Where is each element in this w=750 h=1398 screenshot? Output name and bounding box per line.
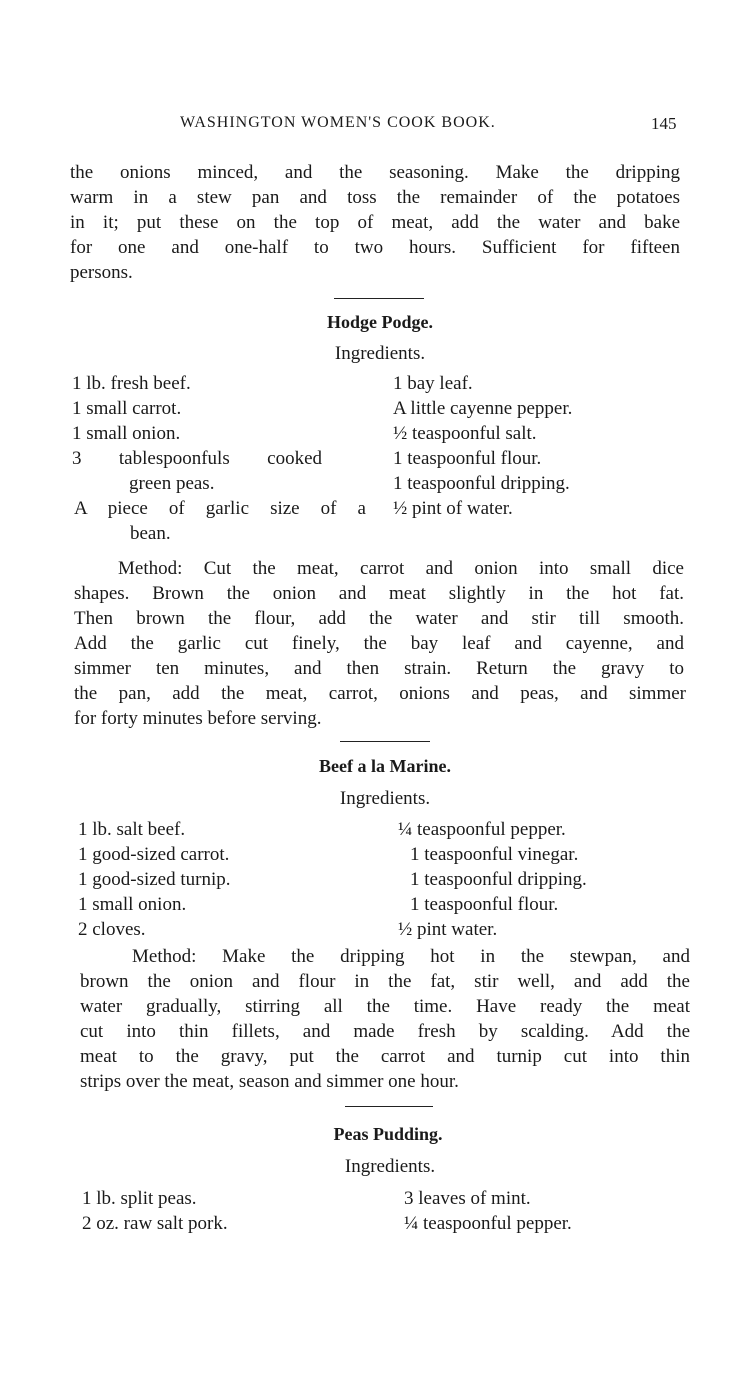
ingredient-item: 1 lb. split peas.: [82, 1188, 197, 1209]
ingredients-heading: Ingredients.: [339, 788, 431, 809]
section-divider: [340, 741, 430, 742]
ingredients-heading: Ingredients.: [334, 343, 426, 364]
ingredient-item: 1 teaspoonful vinegar.: [410, 844, 579, 865]
method-line: cut into thin fillets, and made fresh by scalding. Add the: [80, 1021, 690, 1042]
ingredient-item: 1 small carrot.: [72, 398, 182, 419]
section-divider: [345, 1106, 433, 1107]
ingredient-item: 1 small onion.: [72, 423, 181, 444]
ingredient-item: 1 good-sized carrot.: [78, 844, 230, 865]
recipe-title: Hodge Podge.: [327, 312, 433, 332]
recipe-title: Peas Pudding.: [333, 1124, 443, 1144]
intro-line: persons.: [70, 262, 133, 283]
ingredient-item: 2 cloves.: [78, 919, 146, 940]
ingredient-item: A little cayenne pepper.: [393, 398, 573, 419]
method-line: simmer ten minutes, and then strain. Return the gravy to: [74, 658, 684, 679]
ingredient-item: 1 teaspoonful dripping.: [393, 473, 570, 494]
ingredient-item: ½ pint of water.: [393, 498, 513, 519]
ingredient-item: 1 lb. fresh beef.: [72, 373, 191, 394]
ingredient-item: 1 teaspoonful flour.: [393, 448, 542, 469]
ingredient-item: 1 bay leaf.: [393, 373, 473, 394]
method-line: Method: Make the dripping hot in the stewpan, and: [132, 946, 690, 967]
method-line: meat to the gravy, put the carrot and turnip cut into thin: [80, 1046, 690, 1067]
ingredient-item: 2 oz. raw salt pork.: [82, 1213, 228, 1234]
ingredient-item: ¼ teaspoonful pepper.: [398, 819, 566, 840]
ingredient-item: ½ pint water.: [398, 919, 498, 940]
ingredient-item: 1 teaspoonful dripping.: [410, 869, 587, 890]
method-line: brown the onion and flour in the fat, stir well, and add the: [80, 971, 690, 992]
intro-line: warm in a stew pan and toss the remainder of the potatoes: [70, 187, 680, 208]
ingredient-item: 1 teaspoonful flour.: [410, 894, 559, 915]
ingredient-item: ¼ teaspoonful pepper.: [404, 1213, 572, 1234]
ingredient-item: 1 small onion.: [78, 894, 187, 915]
ingredient-item: green peas.: [129, 473, 215, 494]
ingredients-heading: Ingredients.: [344, 1156, 436, 1177]
running-title: WASHINGTON WOMEN'S COOK BOOK.: [180, 114, 496, 131]
method-line: for forty minutes before serving.: [74, 708, 322, 729]
method-line: Then brown the flour, add the water and stir till smooth.: [74, 608, 684, 629]
method-line: shapes. Brown the onion and meat slightly in the hot fat.: [74, 583, 684, 604]
ingredient-item: A piece of garlic size of a: [74, 498, 366, 519]
page-number: 145: [651, 114, 677, 133]
method-line: strips over the meat, season and simmer one hour.: [80, 1071, 459, 1092]
method-line: the pan, add the meat, carrot, onions and peas, and simmer: [74, 683, 686, 704]
intro-line: in it; put these on the top of meat, add the water and bake: [70, 212, 680, 233]
ingredient-item: 3 tablespoonfuls cooked: [72, 448, 322, 469]
ingredient-item: 1 lb. salt beef.: [78, 819, 186, 840]
recipe-title: Beef a la Marine.: [319, 756, 451, 776]
ingredient-item: 3 leaves of mint.: [404, 1188, 531, 1209]
ingredient-item: ½ teaspoonful salt.: [393, 423, 537, 444]
section-divider: [334, 298, 424, 299]
method-line: Add the garlic cut finely, the bay leaf and cayenne, and: [74, 633, 684, 654]
intro-line: for one and one-half to two hours. Sufficient for fifteen: [70, 237, 680, 258]
intro-line: the onions minced, and the seasoning. Make the dripping: [70, 162, 680, 183]
ingredient-item: 1 good-sized turnip.: [78, 869, 231, 890]
method-line: water gradually, stirring all the time. Have ready the meat: [80, 996, 690, 1017]
method-line: Method: Cut the meat, carrot and onion into small dice: [118, 558, 684, 579]
ingredient-item: bean.: [130, 523, 171, 544]
